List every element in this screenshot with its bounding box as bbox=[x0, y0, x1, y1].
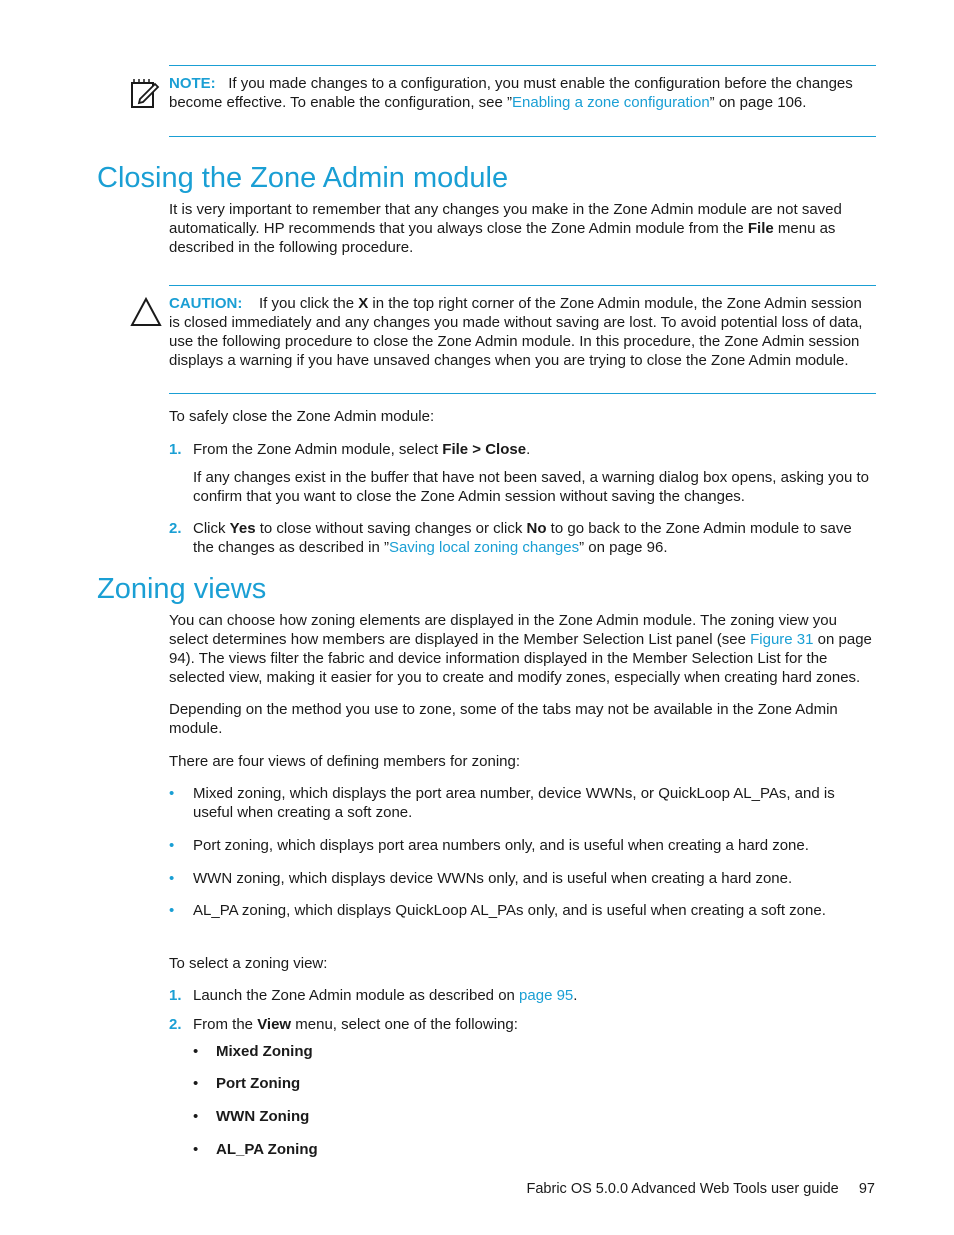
views-p1-link[interactable]: Figure 31 bbox=[750, 631, 814, 648]
views-p1 bbox=[169, 611, 876, 687]
caution-b: in the top right corner of the Zone Admin module, the Zone Admin session is closed immediately and any changes you made without saving are lost. To avoid potential loss of data, use the following procedure to close the Zone Admin module. In this procedure, the Zone Admin session displays a warning if you have unsaved changes when you are trying to close the Zone Admin module. bbox=[169, 295, 863, 369]
bullet-dot: • bbox=[169, 902, 175, 919]
views-p2: Depending on the method you use to zone, some of the tabs may not be available in the Zone Admin module. bbox=[169, 701, 838, 737]
vstep1-link[interactable]: page 95 bbox=[519, 987, 574, 1004]
caution-bottom-rule bbox=[169, 393, 876, 394]
bullet-dot: • bbox=[169, 785, 175, 802]
closing-intro bbox=[169, 200, 876, 257]
step-number: 2. bbox=[169, 1016, 182, 1033]
step1-a: From the Zone Admin module, select bbox=[193, 441, 443, 458]
step1-bold: File > Close bbox=[442, 441, 527, 458]
caution-label: CAUTION: bbox=[169, 295, 243, 312]
step-number: 1. bbox=[169, 987, 182, 1004]
step2-b: to close without saving changes or click bbox=[255, 520, 527, 537]
note-link[interactable]: Enabling a zone configuration bbox=[512, 94, 710, 111]
caution-text bbox=[169, 294, 876, 370]
closing-intro-b: menu as described in the following procedure. bbox=[169, 220, 836, 256]
step2-bold-yes: Yes bbox=[229, 520, 256, 537]
option-port-zoning: Port Zoning bbox=[216, 1075, 301, 1092]
closing-intro-bold: File bbox=[747, 220, 774, 237]
views-lead: To select a zoning view: bbox=[169, 955, 328, 972]
bullet-dot: • bbox=[193, 1108, 199, 1125]
note-icon bbox=[130, 77, 160, 109]
step-text bbox=[193, 1015, 876, 1034]
vstep1-b: . bbox=[573, 987, 578, 1004]
bullet-dot: • bbox=[193, 1075, 199, 1092]
bullet-text: Mixed zoning, which displays the port area number, device WWNs, or QuickLoop AL_PAs, and is useful when creating a soft zone. bbox=[193, 785, 835, 821]
step-number: 1. bbox=[169, 441, 182, 458]
caution-top-rule bbox=[169, 285, 876, 286]
views-p1-b: on page 94). The views filter the fabric and device information displayed in the Member Selection List for the selected view, making it easier for you to create and modify zones, especially when creating hard zones. bbox=[169, 631, 872, 686]
step2-a: Click bbox=[193, 520, 230, 537]
step-number: 2. bbox=[169, 520, 182, 537]
note-top-rule bbox=[169, 65, 876, 66]
step1-b: . bbox=[526, 441, 531, 458]
option-alpa-zoning: AL_PA Zoning bbox=[216, 1141, 318, 1158]
bullet-dot: • bbox=[169, 870, 175, 887]
bullet-text: WWN zoning, which displays device WWNs only, and is useful when creating a hard zone. bbox=[193, 870, 793, 887]
option-wwn-zoning: WWN Zoning bbox=[216, 1108, 310, 1125]
closing-lead: To safely close the Zone Admin module: bbox=[169, 408, 435, 425]
note-label: NOTE: bbox=[169, 75, 216, 92]
step2-d: ” on page 96. bbox=[579, 539, 668, 556]
note-text bbox=[169, 74, 876, 112]
caution-a: If you click the bbox=[259, 295, 359, 312]
step-text bbox=[193, 519, 876, 557]
vstep2-bold: View bbox=[257, 1016, 292, 1033]
caution-bold: X bbox=[358, 295, 369, 312]
bullet-dot: • bbox=[193, 1043, 199, 1060]
footer-title: Fabric OS 5.0.0 Advanced Web Tools user guide bbox=[526, 1181, 839, 1197]
bullet-dot: • bbox=[169, 837, 175, 854]
closing-step-1-detail: If any changes exist in the buffer that have not been saved, a warning dialog box opens, asking you to confirm that you want to close the Zone Admin session without saving the changes. bbox=[193, 469, 870, 505]
step-text bbox=[193, 986, 876, 1005]
views-heading: Zoning views bbox=[97, 573, 267, 605]
step2-c: to go back to the Zone Admin module to save the changes as described in ” bbox=[193, 520, 852, 556]
vstep2-b: menu, select one of the following: bbox=[291, 1016, 518, 1033]
step-text bbox=[193, 440, 876, 459]
closing-intro-a: It is very important to remember that any changes you make in the Zone Admin module are not saved automatically. HP recommends that you always close the Zone Admin module from the bbox=[169, 201, 842, 237]
views-p3: There are four views of defining members for zoning: bbox=[169, 753, 520, 770]
note-text-after: ” on page 106. bbox=[709, 94, 807, 111]
bullet-text: AL_PA zoning, which displays QuickLoop AL_PAs only, and is useful when creating a soft zone. bbox=[193, 902, 826, 919]
bullet-dot: • bbox=[193, 1141, 199, 1158]
step2-link[interactable]: Saving local zoning changes bbox=[388, 539, 580, 556]
caution-icon bbox=[129, 296, 163, 328]
closing-heading: Closing the Zone Admin module bbox=[97, 162, 509, 194]
bullet-text: Port zoning, which displays port area numbers only, and is useful when creating a hard zone. bbox=[193, 837, 809, 854]
note-bottom-rule bbox=[169, 136, 876, 137]
note-text-before: If you made changes to a configuration, you must enable the configuration before the changes become effective. To enable the configuration, see ” bbox=[169, 75, 853, 111]
vstep1-a: Launch the Zone Admin module as described on bbox=[193, 987, 520, 1004]
footer-page-number: 97 bbox=[858, 1181, 875, 1197]
page-footer bbox=[420, 1180, 875, 1199]
views-p1-a: You can choose how zoning elements are displayed in the Zone Admin module. The zoning view you select determines how members are displayed in the Member Selection List panel (see bbox=[169, 612, 837, 648]
step2-bold-no: No bbox=[526, 520, 547, 537]
vstep2-a: From the bbox=[193, 1016, 258, 1033]
option-mixed-zoning: Mixed Zoning bbox=[216, 1043, 313, 1060]
